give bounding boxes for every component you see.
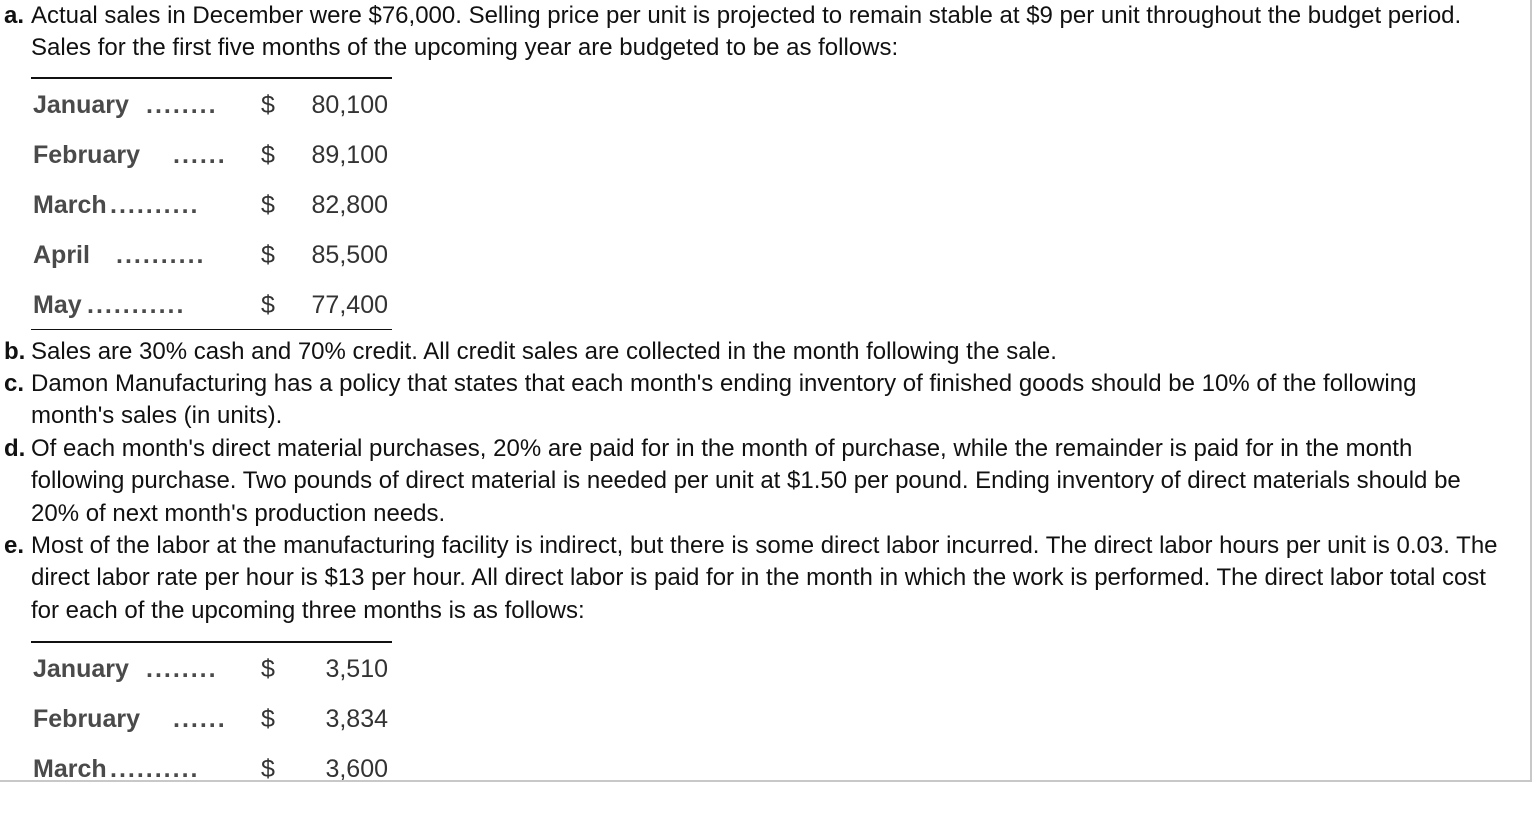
month-label: February bbox=[33, 705, 140, 733]
item-b bbox=[4, 336, 1501, 368]
sales-budget-table bbox=[31, 77, 392, 330]
table-row bbox=[31, 129, 392, 179]
currency-symbol: $ bbox=[261, 91, 275, 119]
direct-labor-table bbox=[31, 641, 392, 782]
item-a bbox=[4, 0, 1501, 65]
item-c-letter: c. bbox=[4, 370, 25, 397]
month-label: February bbox=[33, 141, 140, 169]
month-label: March bbox=[33, 755, 107, 782]
item-d bbox=[4, 433, 1501, 530]
currency-symbol: $ bbox=[261, 705, 275, 733]
month-label: March bbox=[33, 191, 107, 219]
table-row bbox=[31, 79, 392, 129]
currency-symbol: $ bbox=[261, 655, 275, 683]
month-label: January bbox=[33, 91, 129, 119]
leader-dots: .......... bbox=[110, 755, 200, 782]
currency-symbol: $ bbox=[261, 141, 275, 169]
amount-value: 82,800 bbox=[311, 191, 388, 219]
month-label: April bbox=[33, 241, 90, 269]
table-row bbox=[31, 179, 392, 229]
item-a-letter: a. bbox=[4, 2, 25, 29]
amount-value: 3,600 bbox=[325, 755, 388, 782]
item-e-letter: e. bbox=[4, 532, 25, 559]
currency-symbol: $ bbox=[261, 291, 275, 319]
item-c-text: Damon Manufacturing has a policy that states that each month's ending inventory of finished goods should be 10% of the following month's sales (in units). bbox=[31, 370, 1417, 430]
leader-dots: .......... bbox=[116, 241, 206, 269]
amount-value: 80,100 bbox=[311, 91, 388, 119]
item-e-text: Most of the labor at the manufacturing facility is indirect, but there is some direct labor incurred. The direct labor hours per unit is 0.03. The direct labor rate per hour is $13 per hour. All direct labor is paid for in the month in which the work is performed. The direct labor total cost for each of the upcoming three months is as follows: bbox=[31, 532, 1498, 624]
amount-value: 77,400 bbox=[311, 291, 388, 319]
table-row bbox=[31, 279, 392, 329]
table-row bbox=[31, 229, 392, 279]
item-e bbox=[4, 530, 1501, 627]
table-row bbox=[31, 693, 392, 743]
amount-value: 89,100 bbox=[311, 141, 388, 169]
item-b-letter: b. bbox=[4, 338, 26, 365]
month-label: May bbox=[33, 291, 82, 319]
currency-symbol: $ bbox=[261, 755, 275, 782]
item-b-text: Sales are 30% cash and 70% credit. All credit sales are collected in the month following the sale. bbox=[31, 338, 1057, 365]
item-c bbox=[4, 368, 1501, 433]
item-a-text: Actual sales in December were $76,000. Selling price per unit is projected to remain stable at $9 per unit throughout the budget period. Sales for the first five months of the upcoming year are budgeted to be as follows: bbox=[31, 2, 1462, 62]
item-d-text: Of each month's direct material purchases, 20% are paid for in the month of purchase, while the remainder is paid for in the month following purchase. Two pounds of direct material is needed per unit at $1.50 per pound. Ending inventory of direct materials should be 20% of next month's production needs. bbox=[31, 435, 1461, 527]
leader-dots: ........ bbox=[146, 91, 218, 119]
amount-value: 85,500 bbox=[311, 241, 388, 269]
table-bottom-rule bbox=[31, 329, 392, 330]
amount-value: 3,510 bbox=[325, 655, 388, 683]
amount-value: 3,834 bbox=[325, 705, 388, 733]
currency-symbol: $ bbox=[261, 241, 275, 269]
leader-dots: .......... bbox=[110, 191, 200, 219]
leader-dots: ...... bbox=[173, 141, 227, 169]
table-row bbox=[31, 743, 392, 782]
leader-dots: ...... bbox=[173, 705, 227, 733]
leader-dots: ........... bbox=[87, 291, 186, 319]
item-d-letter: d. bbox=[4, 435, 26, 462]
leader-dots: ........ bbox=[146, 655, 218, 683]
table-row bbox=[31, 643, 392, 693]
month-label: January bbox=[33, 655, 129, 683]
currency-symbol: $ bbox=[261, 191, 275, 219]
